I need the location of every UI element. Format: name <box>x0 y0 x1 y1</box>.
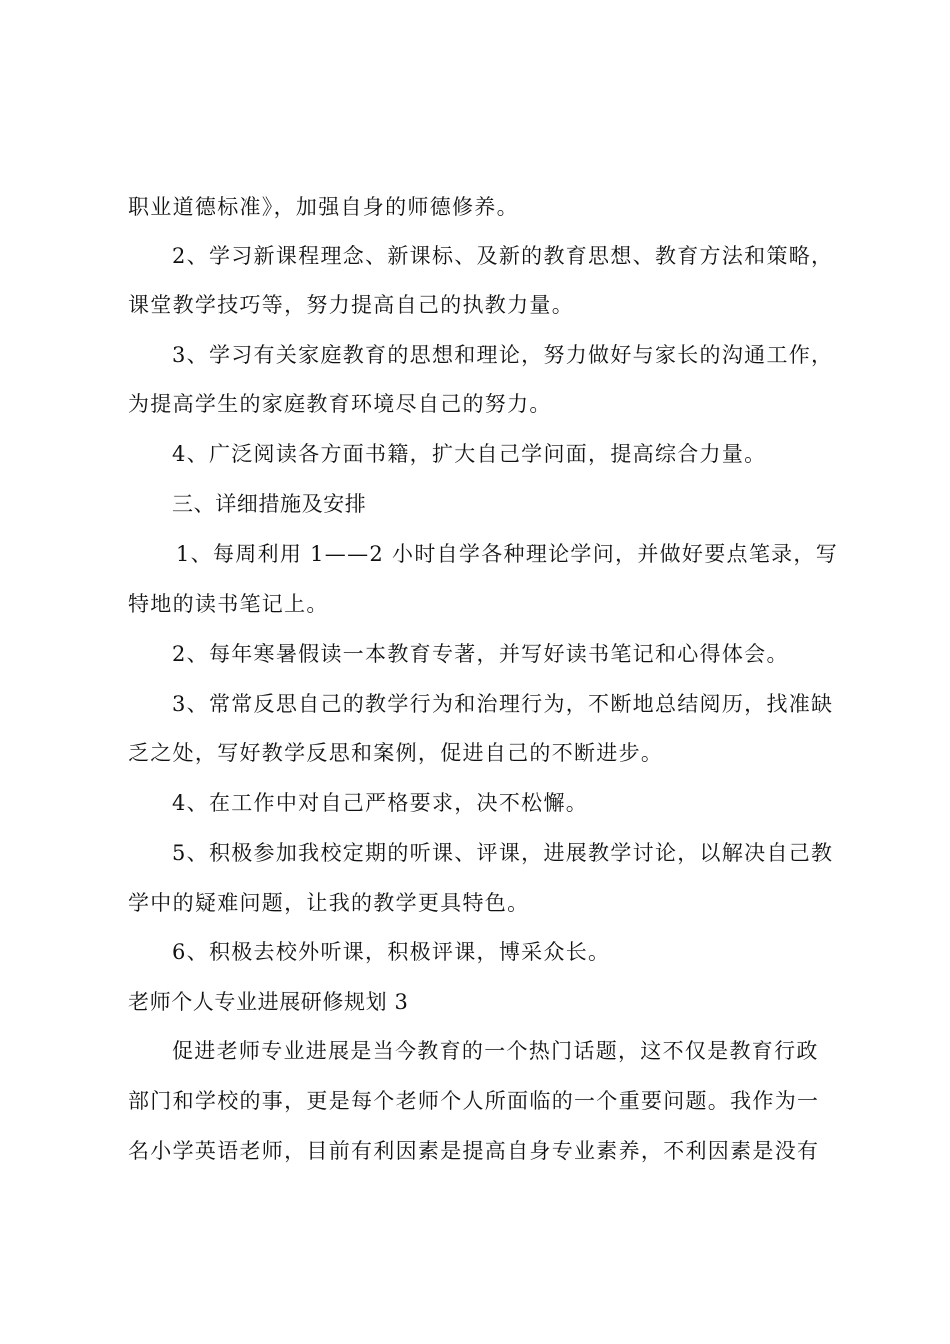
article-title: 老师个人专业进展研修规划 3 <box>128 990 409 1014</box>
list-item: 3、学习有关家庭教育的思想和理论，努力做好与家长的沟通工作， <box>172 343 834 367</box>
section-heading: 三、详细措施及安排 <box>172 492 367 516</box>
list-item: 4、广泛阅读各方面书籍，扩大自己学问面，提高综合力量。 <box>172 442 767 466</box>
text-line: 乏之处，写好教学反思和案例，促进自己的不断进步。 <box>128 741 664 765</box>
text-line: 课堂教学技巧等，努力提高自己的执教力量。 <box>128 293 574 317</box>
list-item: 2、每年寒暑假读一本教育专著，并写好读书笔记和心得体会。 <box>172 642 789 666</box>
paragraph-line: 名小学英语老师，目前有利因素是提高自身专业素养，不利因素是没有 <box>128 1139 820 1163</box>
list-item: 6、积极去校外听课，积极评课，博采众长。 <box>172 940 611 964</box>
list-item: 4、在工作中对自己严格要求，决不松懈。 <box>172 791 589 815</box>
text-line: 特地的读书笔记上。 <box>128 592 329 616</box>
list-item: 3、常常反思自己的教学行为和治理行为，不断地总结阅历，找准缺 <box>172 692 834 716</box>
list-item: 2、学习新课程理念、新课标、及新的教育思想、教育方法和策略， <box>172 244 834 268</box>
paragraph-line: 促进老师专业进展是当今教育的一个热门话题，这不仅是教育行政 <box>172 1039 819 1063</box>
text-line: 为提高学生的家庭教育环境尽自己的努力。 <box>128 392 552 416</box>
paragraph-line: 部门和学校的事，更是每个老师个人所面临的一个重要问题。我作为一 <box>128 1089 820 1113</box>
text-line: 学中的疑难问题，让我的教学更具特色。 <box>128 891 530 915</box>
text-line: 职业道德标准》，加强自身的师德修养。 <box>128 195 519 219</box>
list-item: 1、每周利用 1——2 小时自学各种理论学问，并做好要点笔录，写 <box>176 542 839 566</box>
list-item: 5、积极参加我校定期的听课、评课，进展教学讨论，以解决自己教 <box>172 841 834 865</box>
